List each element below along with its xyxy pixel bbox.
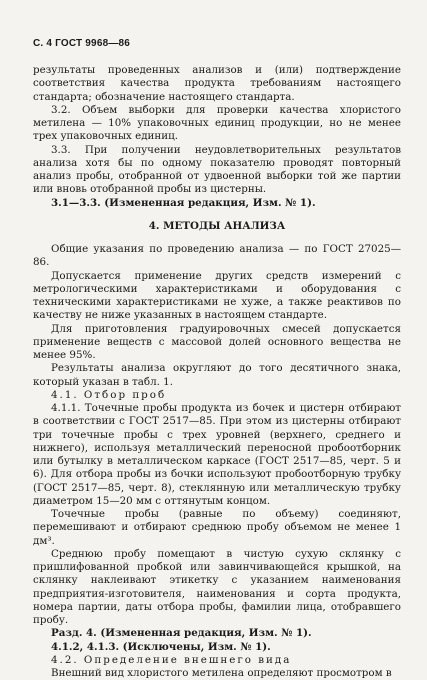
document-body	[33, 64, 401, 680]
paragraph-rounding: Результаты анализа округляют до того десятичного знака, который указан в табл. 1.	[33, 362, 401, 388]
paragraph-appearance: Внешний вид хлористого метилена определяют просмотром в	[51, 667, 392, 679]
paragraph-3-3: 3.3. При получении неудовлетворительных результатов анализа хотя бы по одному показателю проводят повторный анализ пробы, отобранной от удвоенной выборки той же партии или вновь отобранной пробы из цистерны.	[33, 143, 401, 196]
page-header: С. 4 ГОСТ 9968—86	[33, 38, 131, 49]
paragraph-point-samples: Точечные пробы (равные по объему) соединяют, перемешивают и отбирают среднюю пробу объемом не менее 1 дм³.	[33, 508, 401, 547]
paragraph-calibration: Для приготовления градуировочных смесей допускается применение веществ с массовой долей основного вещества не менее 95%.	[33, 322, 401, 361]
paragraph-average-sample: Среднюю пробу помещают в чистую сухую склянку с пришлифованной пробкой или завинчивающейся крышкой, на склянку наклеивают этикетку с указанием наименования предприятия-изготовителя, наименования и сорта продукта, номера партии, даты отбора пробы, фамилии лица, отобравшего пробу.	[33, 547, 401, 626]
subsection-heading-4-1: 4.1. Отбор проб	[51, 388, 167, 401]
section-heading-4: 4. МЕТОДЫ АНАЛИЗА	[148, 219, 286, 232]
subsection-heading-4-2: 4.2. Определение внешнего вида	[51, 653, 292, 666]
amendment-note-3: 3.1—3.3. (Измененная редакция, Изм. № 1).	[51, 196, 316, 209]
paragraph-permitted: Допускается применение других средств измерений с метрологическими характеристиками и оборудования с техническими характеристиками не хуже, а также реактивов по качеству не ниже указанных в настоящем стандарте.	[33, 269, 401, 322]
paragraph-4-1-1: 4.1.1. Точечные пробы продукта из бочек и цистерн отбирают в соответствии с ГОСТ 2517—85. При этом из цистерны отбирают три точечные пробы с трех уровней (верхнего, среднего и нижнего), используя металлический переносной пробоотборник или бутылку в металлическом каркасе (ГОСТ 2517—85, черт. 5 и 6). Для отбора пробы из бочки используют пробоотборную трубку (ГОСТ 2517—85, черт. 8), стеклянную или металлическую трубку диаметром 15—20 мм с оттянутым концом.	[33, 402, 401, 507]
amendment-note-section-4: Разд. 4. (Измененная редакция, Изм. № 1).	[51, 627, 312, 640]
paragraph-general: Общие указания по проведению анализа — по ГОСТ 27025—86.	[33, 243, 401, 269]
paragraph-results: результаты проведенных анализов и (или) подтверждение соответствия качества продукта требованиям настоящего стандарта; обозначение настоящего стандарта.	[33, 64, 401, 103]
excluded-note: 4.1.2, 4.1.3. (Исключены, Изм. № 1).	[51, 640, 271, 653]
paragraph-3-2: 3.2. Объем выборки для проверки качества хлористого метилена — 10% упаковочных единиц продукции, но не менее трех упаковочных единиц.	[33, 103, 401, 143]
